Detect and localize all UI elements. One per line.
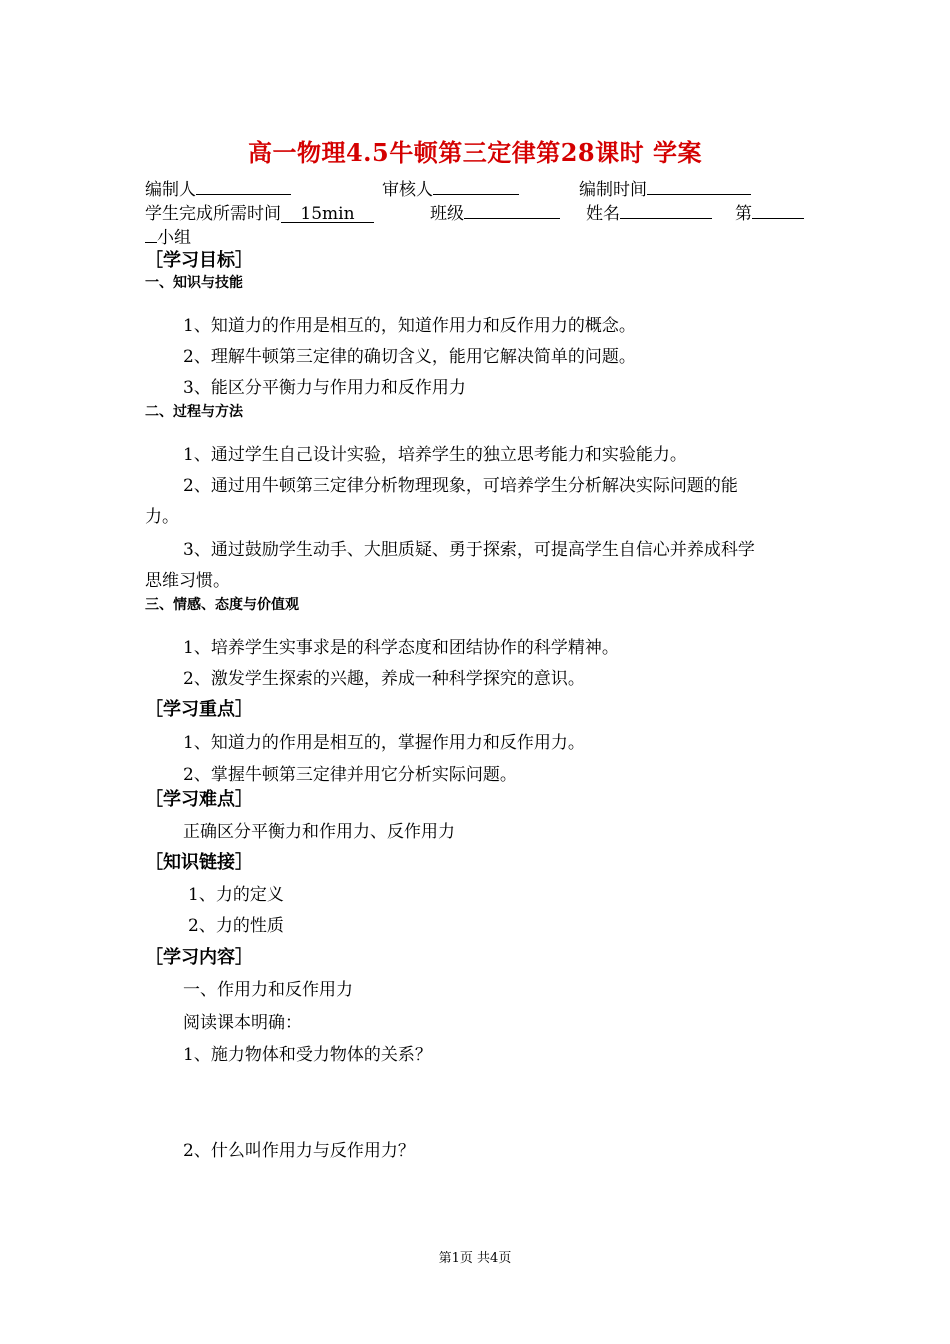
date-blank[interactable]	[647, 176, 751, 195]
reviewer-label: 审核人	[382, 180, 433, 200]
group-suffix: 小组	[157, 228, 191, 248]
knowledge-item-2: 2、理解牛顿第三定律的确切含义，能用它解决简单的问题。	[183, 347, 636, 367]
link-item-2: 2、力的性质	[188, 916, 284, 936]
question-2: 2、什么叫作用力与反作用力？	[183, 1141, 415, 1161]
name-field	[586, 199, 712, 224]
group-suffix-line	[145, 223, 191, 248]
editor-blank[interactable]	[196, 176, 291, 195]
content-heading: ［学习内容］	[145, 947, 253, 968]
knowledge-heading: 一、知识与技能	[145, 275, 243, 291]
attitude-heading: 三、情感、态度与价值观	[145, 597, 299, 613]
group-field	[735, 199, 804, 224]
objectives-heading: ［学习目标］	[145, 250, 253, 271]
attitude-item-1: 1、培养学生实事求是的科学态度和团结协作的科学精神。	[183, 638, 619, 658]
content-instruction: 阅读课本明确：	[183, 1013, 302, 1033]
editor-field	[145, 175, 291, 200]
content-subheading: 一、作用力和反作用力	[183, 980, 353, 1000]
process-item-2-line-2: 力。	[145, 507, 179, 527]
time-needed-field	[145, 199, 374, 224]
knowledge-item-1: 1、知道力的作用是相互的，知道作用力和反作用力的概念。	[183, 316, 636, 336]
page-number-footer: 第1页 共4页	[438, 1251, 512, 1266]
difficulties-text: 正确区分平衡力和作用力、反作用力	[183, 822, 455, 842]
process-item-3-line-1: 3、通过鼓励学生动手、大胆质疑、勇于探索，可提高学生自信心并养成科学	[183, 540, 755, 560]
process-item-3-line-2: 思维习惯。	[145, 571, 230, 591]
key-point-1: 1、知道力的作用是相互的，掌握作用力和反作用力。	[183, 733, 585, 753]
group-blank-cont[interactable]	[145, 224, 157, 243]
difficulties-heading: ［学习难点］	[145, 789, 253, 810]
process-heading: 二、过程与方法	[145, 404, 243, 420]
group-prefix: 第	[735, 204, 752, 224]
class-blank[interactable]	[464, 200, 560, 219]
attitude-item-2: 2、激发学生探索的兴趣，养成一种科学探究的意识。	[183, 669, 585, 689]
process-item-2-line-1: 2、通过用牛顿第三定律分析物理现象，可培养学生分析解决实际问题的能	[183, 476, 738, 496]
key-point-2: 2、掌握牛顿第三定律并用它分析实际问题。	[183, 765, 517, 785]
process-item-1: 1、通过学生自己设计实验，培养学生的独立思考能力和实验能力。	[183, 445, 687, 465]
class-field	[430, 199, 560, 224]
date-field	[579, 175, 751, 200]
question-1: 1、施力物体和受力物体的关系？	[183, 1045, 432, 1065]
date-label: 编制时间	[579, 180, 647, 200]
reviewer-blank[interactable]	[433, 176, 519, 195]
group-blank[interactable]	[752, 200, 804, 219]
time-needed-label: 学生完成所需时间	[145, 204, 281, 224]
reviewer-field	[382, 175, 519, 200]
page-title: 高一物理4.5牛顿第三定律第28课时 学案	[247, 138, 702, 167]
editor-label: 编制人	[145, 180, 196, 200]
link-item-1: 1、力的定义	[188, 885, 284, 905]
links-heading: ［知识链接］	[145, 852, 253, 873]
class-label: 班级	[430, 204, 464, 224]
time-needed-value[interactable]: 15min	[281, 204, 374, 223]
knowledge-item-3: 3、能区分平衡力与作用力和反作用力	[183, 378, 466, 398]
name-label: 姓名	[586, 204, 620, 224]
name-blank[interactable]	[620, 200, 712, 219]
key-points-heading: ［学习重点］	[145, 699, 253, 720]
